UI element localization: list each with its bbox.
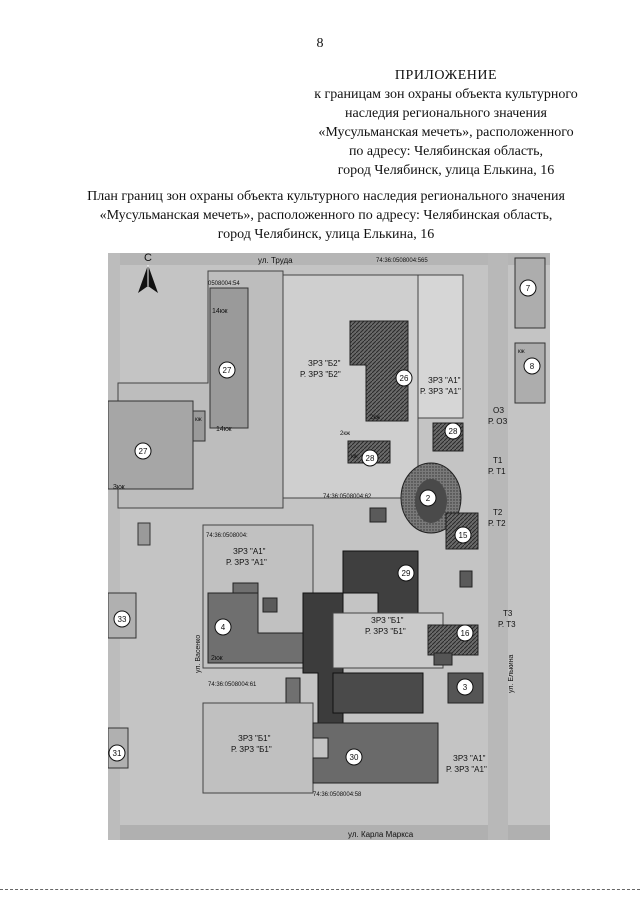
- building-number-marker: [215, 619, 231, 635]
- plan-title-line-1: План границ зон охраны объекта культурного наследия регионального значения: [87, 189, 565, 204]
- bottom-rule: [0, 889, 640, 890]
- zone-b1-mid-line2: Р. ЗРЗ "Б1": [365, 627, 406, 636]
- floors-f: кж: [195, 417, 202, 423]
- building-number: 8: [529, 362, 535, 371]
- plan-title: [56, 187, 596, 244]
- street-right: ул. Елькина: [508, 654, 515, 693]
- appendix-line-1: к границам зон охраны объекта культурного: [314, 87, 578, 102]
- appendix-line-2: наследия регионального значения: [345, 106, 547, 121]
- appendix-block: [286, 66, 606, 180]
- building-number: 16: [460, 629, 470, 638]
- cadastral-top: 74:36:0508004:565: [376, 258, 428, 264]
- street-top: ул. Труда: [258, 256, 293, 265]
- building-number: 4: [220, 623, 226, 632]
- street-bottom: ул. Карла Маркса: [348, 830, 414, 839]
- marker-t1-line2: Р. Т1: [488, 467, 506, 476]
- building-number-marker: [346, 749, 362, 765]
- street-left: ул. Васенко: [195, 634, 202, 673]
- building-number: 28: [448, 427, 458, 436]
- building-number-marker: [455, 527, 471, 543]
- zone-a1-left-line2: Р. ЗРЗ "А1": [226, 558, 267, 567]
- building-number: 2: [425, 494, 431, 503]
- zone-b1-low-line2: Р. ЗРЗ "Б1": [231, 745, 272, 754]
- floors-b: 14кж: [216, 426, 232, 433]
- building-number-marker: [520, 280, 536, 296]
- appendix-line-4: по адресу: Челябинская область,: [348, 144, 544, 159]
- building-number: 3: [462, 683, 468, 692]
- building-number-marker: [457, 625, 473, 641]
- building-number: 27: [222, 366, 232, 375]
- building-number: 28: [365, 454, 375, 463]
- zone-a1-top-line1: ЗРЗ "А1": [428, 376, 461, 385]
- site-plan-map: [108, 253, 550, 840]
- zone-b2-line1: ЗРЗ "Б2": [308, 359, 341, 368]
- zone-b1-mid-line1: ЗРЗ "Б1": [371, 616, 404, 625]
- building-number-marker: [135, 443, 151, 459]
- floors-i: 2кж: [340, 431, 350, 437]
- building-number-marker: [457, 679, 473, 695]
- marker-oz-line2: Р. ОЗ: [488, 417, 508, 426]
- building-number-marker: [109, 745, 125, 761]
- building-number: 33: [117, 615, 127, 624]
- zone-b2-line2: Р. ЗРЗ "Б2": [300, 370, 341, 379]
- plan-title-line-3: город Челябинск, улица Елькина, 16: [217, 227, 435, 242]
- building-number: 30: [349, 753, 359, 762]
- building-number-marker: [398, 565, 414, 581]
- appendix-line-3: «Мусульманская мечеть», расположенного: [318, 125, 574, 140]
- building-number: 27: [138, 447, 148, 456]
- marker-t2-line2: Р. Т2: [488, 519, 506, 528]
- building-number-marker: [396, 370, 412, 386]
- building-number-marker: [420, 490, 436, 506]
- zone-a1-low-line2: Р. ЗРЗ "А1": [446, 765, 487, 774]
- cadastral-bottom: 74:36:0508004:58: [313, 792, 362, 798]
- zone-a1-left-line1: ЗРЗ "А1": [233, 547, 266, 556]
- cadastral-mid: 74:36:0508004:62: [323, 494, 372, 500]
- building-number: 15: [458, 531, 468, 540]
- appendix-title: ПРИЛОЖЕНИЕ: [394, 68, 498, 83]
- building-number: 31: [112, 749, 122, 758]
- marker-t3-line2: Р. Т3: [498, 620, 516, 629]
- building-number-marker: [219, 362, 235, 378]
- marker-t2-line1: Т2: [493, 508, 503, 517]
- floors-g: кж: [518, 349, 525, 355]
- appendix-line-5: город Челябинск, улица Елькина, 16: [337, 163, 555, 178]
- marker-t1-line1: Т1: [493, 456, 503, 465]
- floors-e: 2кж: [370, 415, 380, 421]
- building-number: 7: [525, 284, 531, 293]
- zone-b1-low-line1: ЗРЗ "Б1": [238, 734, 271, 743]
- marker-oz-line1: ОЗ: [493, 406, 505, 415]
- building-number-marker: [362, 450, 378, 466]
- zone-a1-low-line1: ЗРЗ "А1": [453, 754, 486, 763]
- cadastral-lower: 74:36:0508004:61: [208, 682, 257, 688]
- building-number: 29: [401, 569, 411, 578]
- building-number-marker: [445, 423, 461, 439]
- floors-c: 3кж: [113, 484, 125, 491]
- floors-h: кж: [351, 454, 358, 460]
- zone-a1-top-line2: Р. ЗРЗ "А1": [420, 387, 461, 396]
- page-number: 8: [316, 36, 324, 51]
- building-number-marker: [524, 358, 540, 374]
- building-number: 26: [399, 374, 409, 383]
- cadastral-top-left: 0508004:54: [208, 281, 240, 287]
- cadastral-left-mid: 74:36:0508004:: [206, 533, 248, 539]
- plan-title-line-2: «Мусульманская мечеть», расположенного по адресу: Челябинская область,: [99, 208, 553, 223]
- floors-d: 2кж: [211, 655, 223, 662]
- floors-a: 14кж: [212, 308, 228, 315]
- building-number-marker: [114, 611, 130, 627]
- north-label: С: [144, 253, 152, 264]
- marker-t3-line1: Т3: [503, 609, 513, 618]
